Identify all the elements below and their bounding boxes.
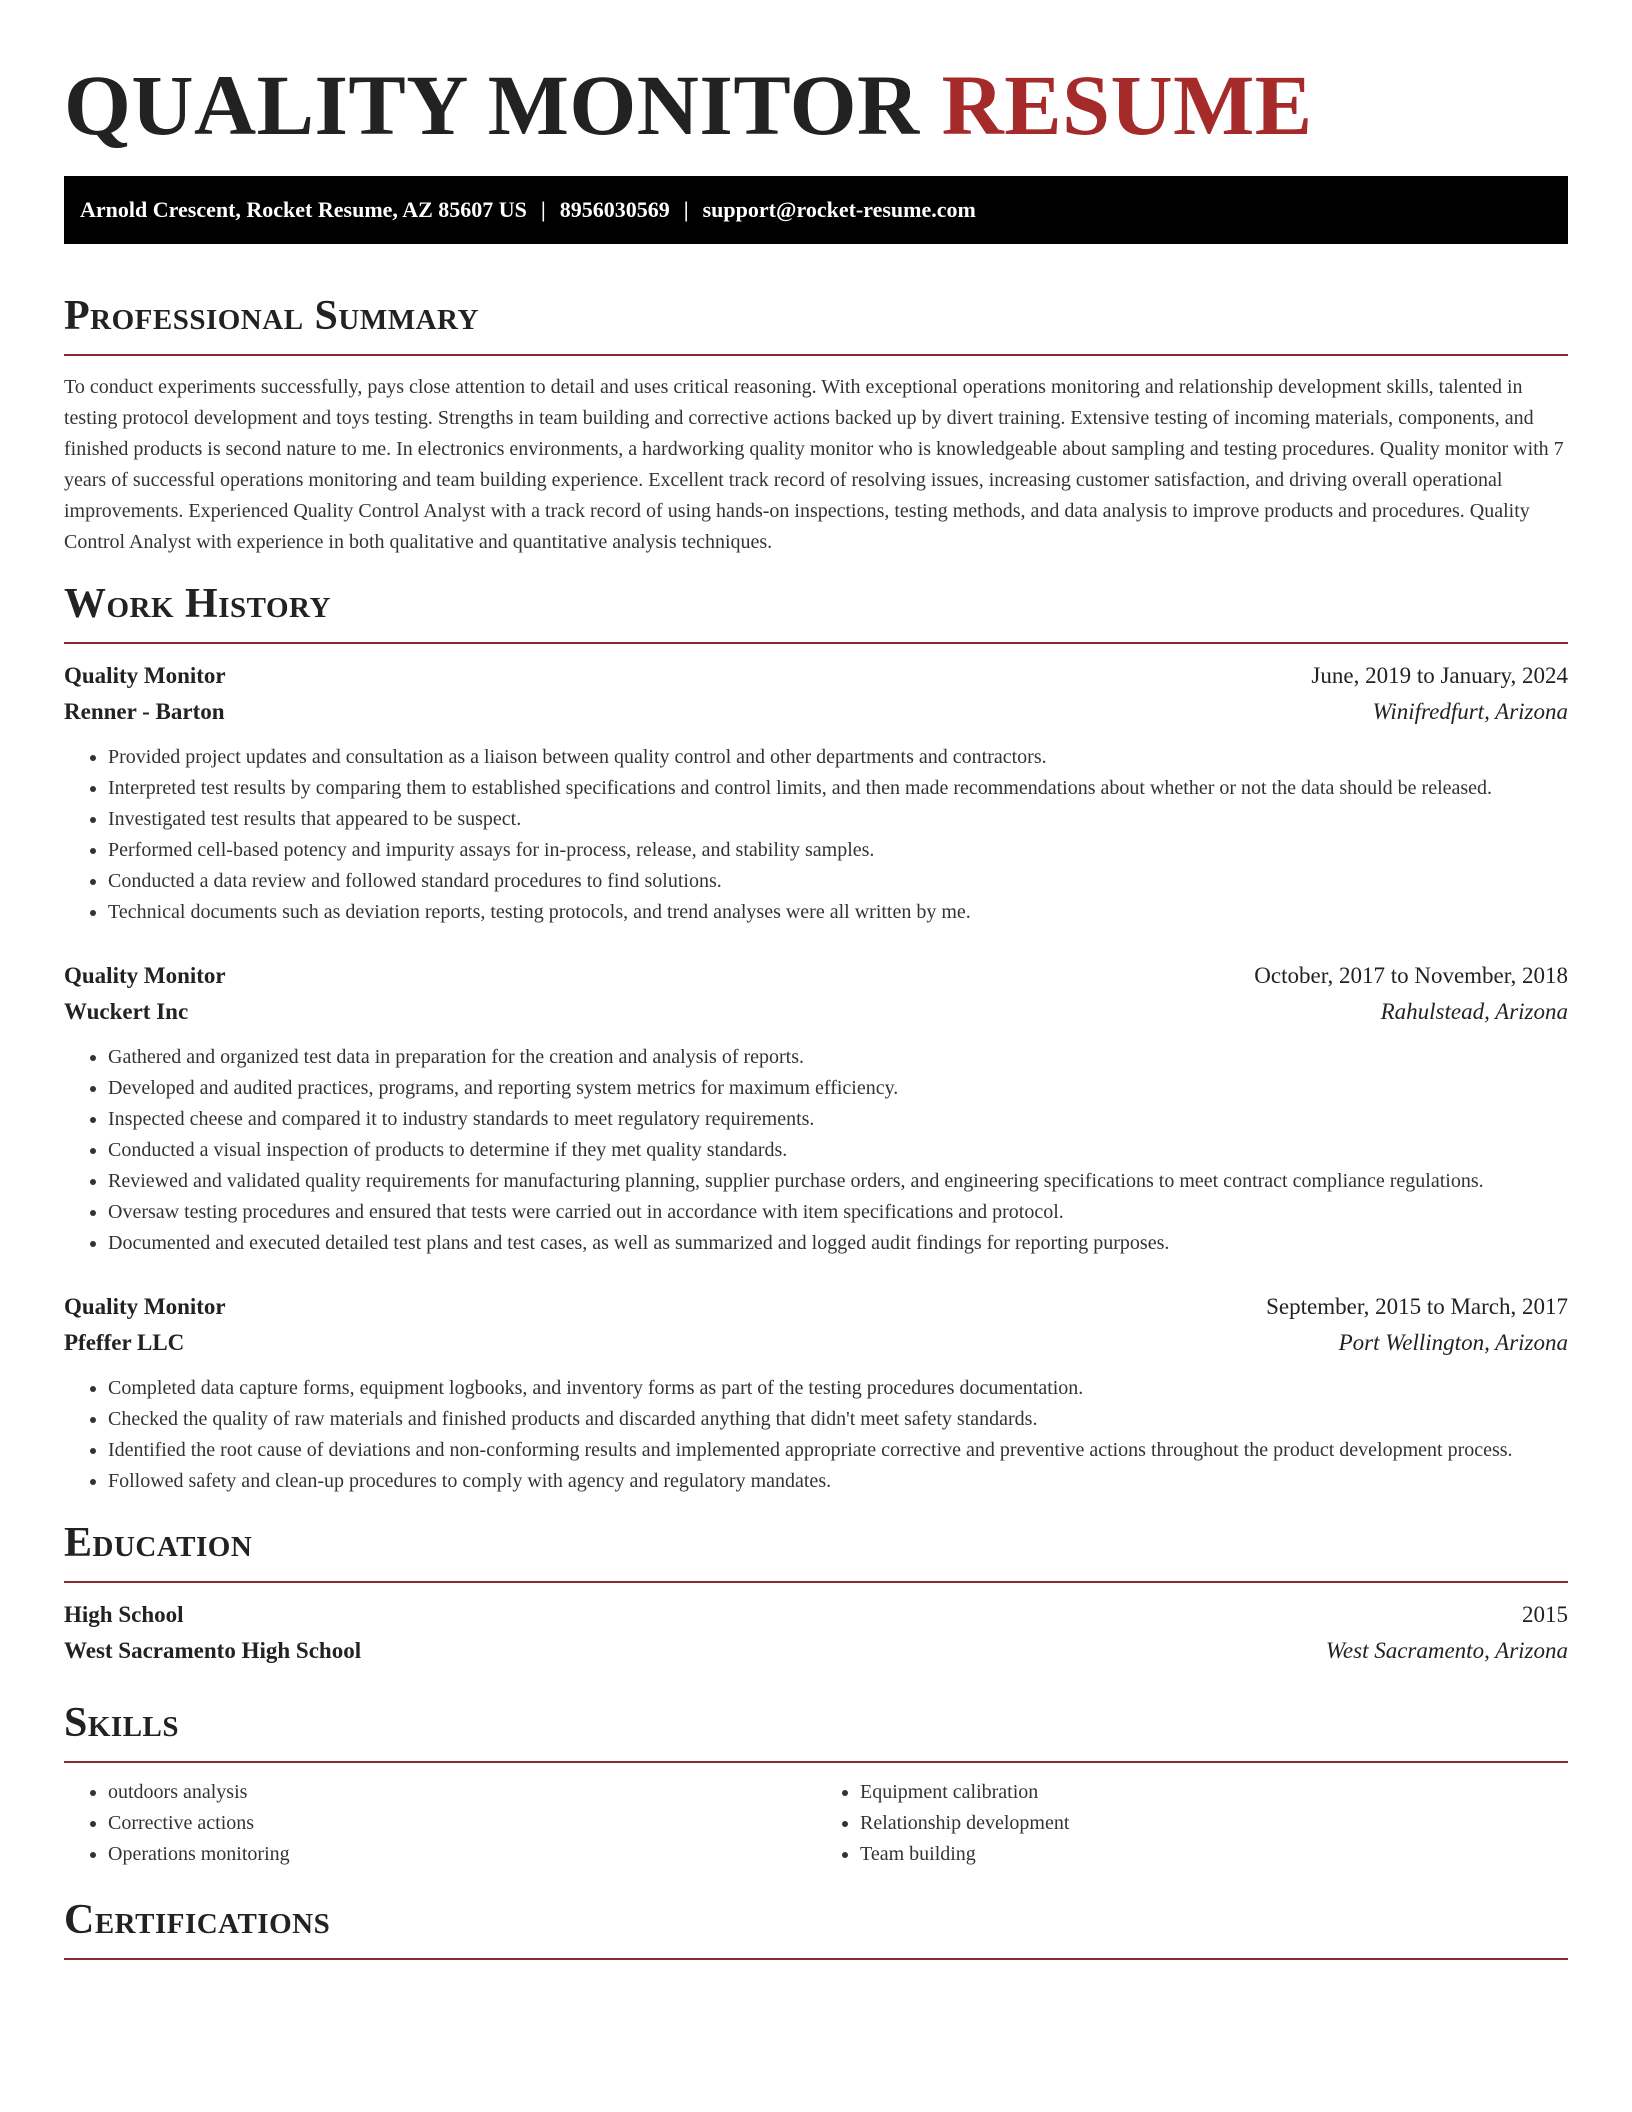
job-bullet: • Provided project updates and consultation as a liaison between quality control and other departments and contractors. <box>108 742 1568 773</box>
job-company-row <box>64 694 1568 730</box>
section-divider <box>64 1581 1568 1583</box>
job-location: Port Wellington, Arizona <box>1338 1330 1568 1355</box>
skill-item: • outdoors analysis <box>108 1777 816 1808</box>
job-bullet: • Developed and audited practices, programs, and reporting system metrics for maximum efficiency. <box>108 1073 1568 1104</box>
contact-email: support@rocket-resume.com <box>702 197 976 222</box>
job-entry <box>64 958 1568 1259</box>
job-bullet: • Performed cell-based potency and impurity assays for in-process, release, and stability samples. <box>108 835 1568 866</box>
section-heading-skills: Skills <box>64 1700 180 1746</box>
job-company-row <box>64 994 1568 1030</box>
section-heading-summary: Professional Summary <box>64 293 479 339</box>
section-heading-work: Work History <box>64 581 331 627</box>
section-divider <box>64 642 1568 644</box>
education-school-row <box>64 1633 1568 1669</box>
title-main: QUALITY MONITOR <box>64 57 920 153</box>
section-divider <box>64 1761 1568 1763</box>
job-bullet: • Technical documents such as deviation reports, testing protocols, and trend analyses were all written by me. <box>108 897 1568 928</box>
education-school: West Sacramento High School <box>64 1638 362 1663</box>
job-bullet: • Oversaw testing procedures and ensured that tests were carried out in accordance with item specifications and protocol. <box>108 1197 1568 1228</box>
job-company: Renner - Barton <box>64 699 225 724</box>
skills-section <box>64 1699 1568 1870</box>
resume-title <box>64 0 1568 152</box>
summary-text: To conduct experiments successfully, pays close attention to detail and uses critical reasoning. With exceptional operations monitoring and relationship development skills, talented in testing protocol development and toys testing. Strengths in team building and corrective actions backed up by divert training. Extensive testing of incoming materials, components, and finished products is second nature to me. In electronics environments, a hardworking quality monitor who is knowledgeable about sampling and testing procedures. Quality monitor with 7 years of successful operations monitoring and team building experience. Excellent track record of resolving issues, increasing customer satisfaction, and driving overall operational improvements. Experienced Quality Control Analyst with a track record of using hands-on inspections, testing methods, and data analysis to improve products and procedures. Quality Control Analyst with experience in both qualitative and quantitative analysis techniques. <box>64 376 1564 553</box>
contact-address: Arnold Crescent, Rocket Resume, AZ 85607 US <box>80 197 527 222</box>
contact-separator: | <box>540 197 546 222</box>
skill-item: • Team building <box>860 1839 1568 1870</box>
skill-item: • Operations monitoring <box>108 1839 816 1870</box>
job-bullets <box>64 742 1568 928</box>
education-degree-row <box>64 1597 1568 1633</box>
job-dates: October, 2017 to November, 2018 <box>1254 963 1568 988</box>
job-dates: September, 2015 to March, 2017 <box>1266 1294 1568 1319</box>
education-year: 2015 <box>1522 1602 1568 1627</box>
skill-item: • Relationship development <box>860 1808 1568 1839</box>
job-title-row <box>64 958 1568 994</box>
job-bullets <box>64 1042 1568 1259</box>
job-title-row <box>64 1289 1568 1325</box>
skills-column-left <box>64 1777 816 1870</box>
section-heading-education: Education <box>64 1520 253 1566</box>
education-entry <box>64 1597 1568 1669</box>
education-degree: High School <box>64 1602 184 1627</box>
title-accent: RESUME <box>941 57 1313 153</box>
job-entry <box>64 658 1568 928</box>
job-dates: June, 2019 to January, 2024 <box>1311 663 1568 688</box>
job-bullet: • Documented and executed detailed test plans and test cases, as well as summarized and logged audit findings for reporting purposes. <box>108 1228 1568 1259</box>
education-location: West Sacramento, Arizona <box>1325 1638 1568 1663</box>
job-bullets <box>64 1373 1568 1497</box>
contact-bar <box>64 176 1568 244</box>
contact-separator: | <box>683 197 689 222</box>
job-bullet: • Gathered and organized test data in preparation for the creation and analysis of reports. <box>108 1042 1568 1073</box>
job-company: Wuckert Inc <box>64 999 189 1024</box>
job-bullet: • Reviewed and validated quality requirements for manufacturing planning, supplier purchase orders, and engineering specifications to meet contract compliance regulations. <box>108 1166 1568 1197</box>
job-entry <box>64 1289 1568 1497</box>
job-bullet: • Conducted a data review and followed standard procedures to find solutions. <box>108 866 1568 897</box>
section-heading-certifications: Certifications <box>64 1897 331 1943</box>
contact-phone: 8956030569 <box>559 197 670 222</box>
job-bullet: • Conducted a visual inspection of products to determine if they met quality standards. <box>108 1135 1568 1166</box>
job-location: Winifredfurt, Arizona <box>1372 699 1568 724</box>
education-section <box>64 1519 1568 1669</box>
work-history-section <box>64 580 1568 1497</box>
job-location: Rahulstead, Arizona <box>1380 999 1568 1024</box>
skills-column-right <box>816 1777 1568 1870</box>
job-title: Quality Monitor <box>64 663 226 688</box>
job-bullet: • Checked the quality of raw materials and finished products and discarded anything that didn't meet safety standards. <box>108 1404 1568 1435</box>
job-title: Quality Monitor <box>64 963 226 988</box>
certifications-section <box>64 1896 1568 1960</box>
skills-grid <box>64 1777 1568 1870</box>
section-divider <box>64 1958 1568 1960</box>
job-bullet: • Identified the root cause of deviations and non-conforming results and implemented appropriate corrective and preventive actions throughout the product development process. <box>108 1435 1568 1466</box>
job-title: Quality Monitor <box>64 1294 226 1319</box>
job-title-row <box>64 658 1568 694</box>
job-company-row <box>64 1325 1568 1361</box>
job-bullet: • Interpreted test results by comparing them to established specifications and control limits, and then made recommendations about whether or not the data should be released. <box>108 773 1568 804</box>
job-company: Pfeffer LLC <box>64 1330 185 1355</box>
job-bullet: • Completed data capture forms, equipment logbooks, and inventory forms as part of the testing procedures documentation. <box>108 1373 1568 1404</box>
skill-item: • Corrective actions <box>108 1808 816 1839</box>
summary-section <box>64 292 1568 558</box>
skill-item: • Equipment calibration <box>860 1777 1568 1808</box>
job-bullet: • Inspected cheese and compared it to industry standards to meet regulatory requirements. <box>108 1104 1568 1135</box>
section-divider <box>64 354 1568 356</box>
job-bullet: • Investigated test results that appeared to be suspect. <box>108 804 1568 835</box>
job-bullet: • Followed safety and clean-up procedures to comply with agency and regulatory mandates. <box>108 1466 1568 1497</box>
